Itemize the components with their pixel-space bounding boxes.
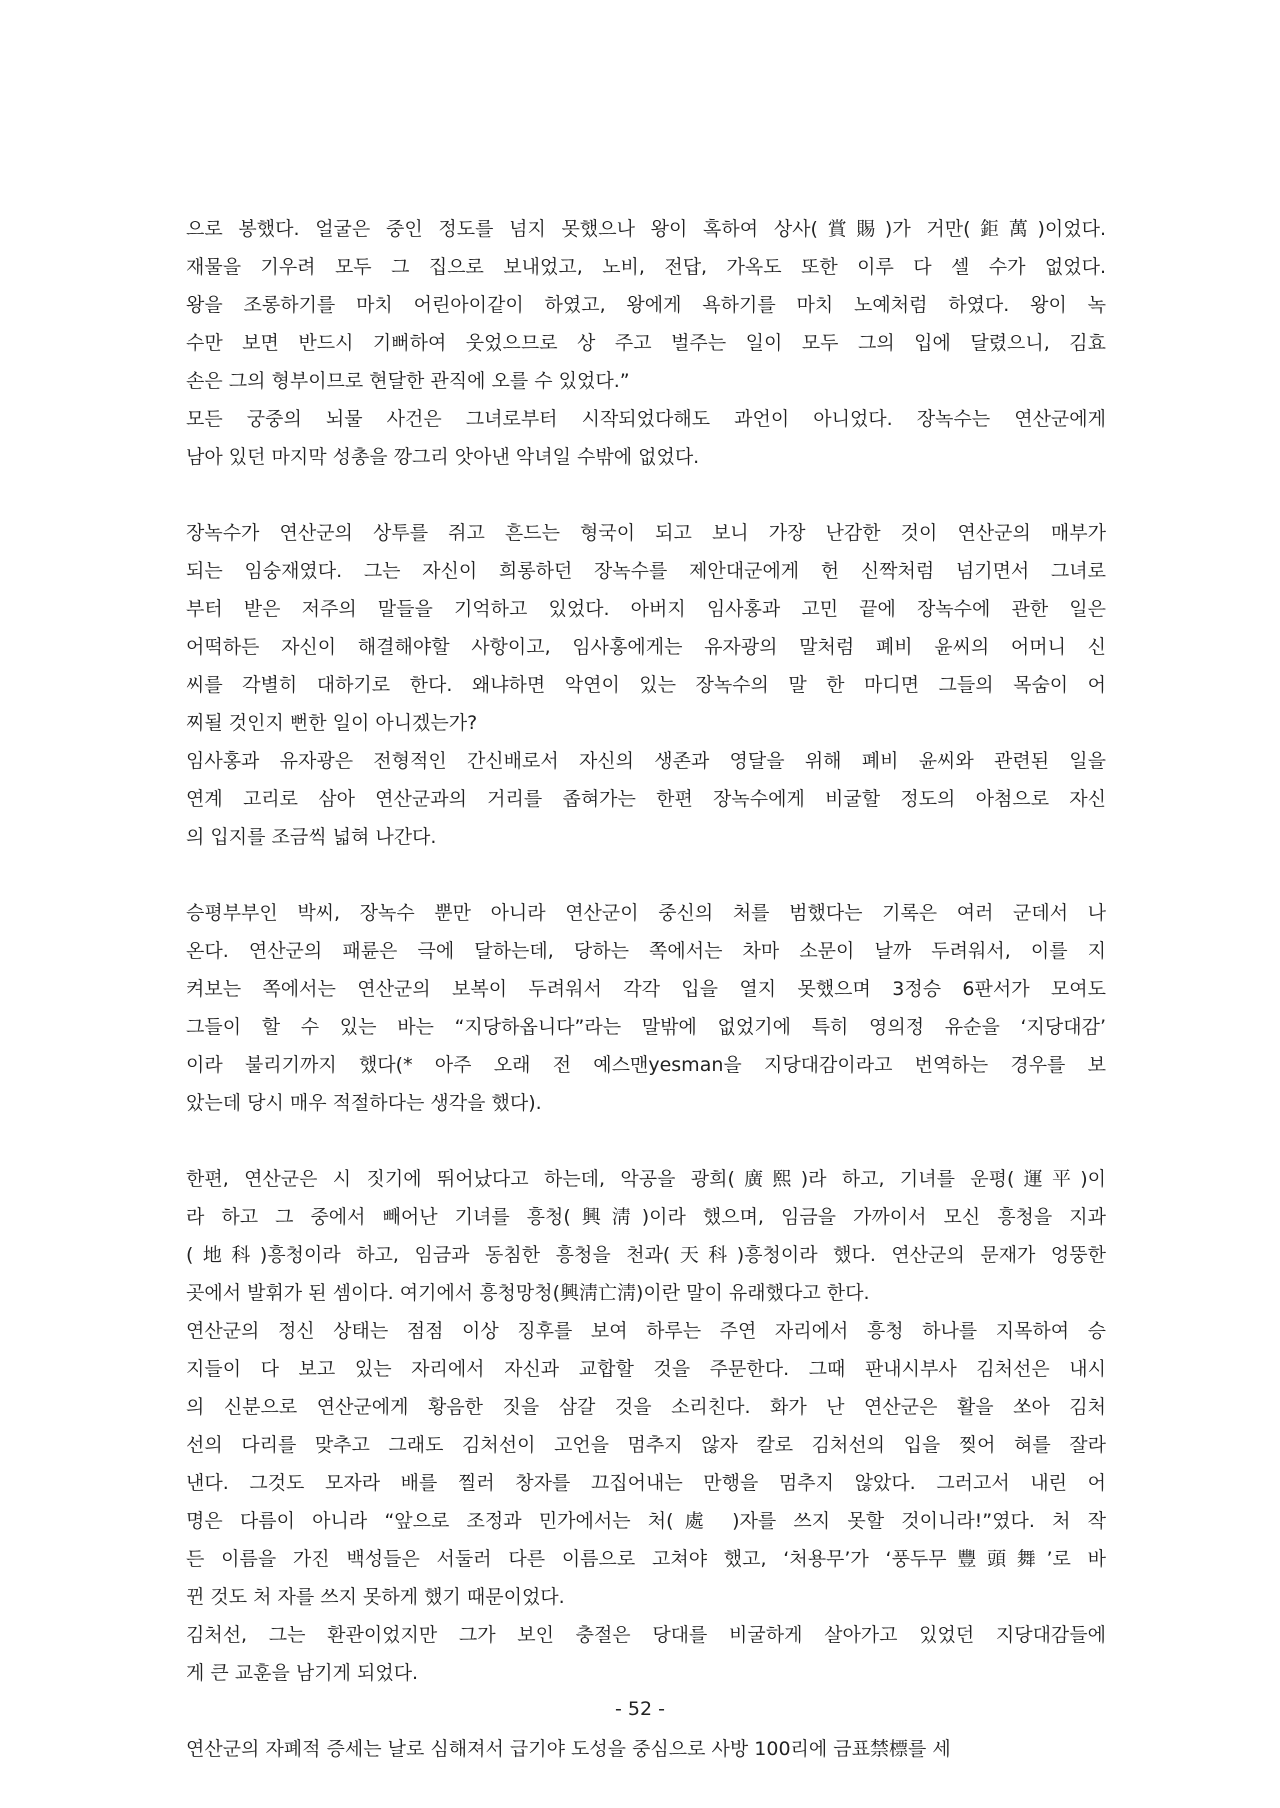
text-line: 연계 고리로 삼아 연산군과의 거리를 좁혀가는 한편 장녹수에게 비굴할 정도의 아첨으로 자신	[186, 788, 1106, 810]
paragraph	[186, 1616, 1106, 1692]
text-line: 연산군의 정신 상태는 점점 이상 징후를 보여 하루는 주연 자리에서 흥청 하나를 지목하여 승	[186, 1320, 1106, 1342]
text-line: 게 큰 교훈을 남기게 되었다.	[186, 1662, 419, 1684]
paragraph	[186, 1730, 1106, 1768]
text-line: 수만 보면 반드시 기뻐하여 웃었으므로 상 주고 벌주는 일이 모두 그의 입에 달렸으니, 김효	[186, 332, 1106, 354]
text-line: 이라 불리기까지 했다(* 아주 오래 전 예스맨yesman을 지당대감이라고 번역하는 경우를 보	[186, 1054, 1106, 1076]
text-line: 연산군의 자폐적 증세는 날로 심해져서 급기야 도성을 중심으로 사방 100리에 금표禁標를 세	[186, 1738, 951, 1760]
text-line: 찌될 것인지 뻔한 일이 아니겠는가?	[186, 712, 478, 734]
text-line: 모든 궁중의 뇌물 사건은 그녀로부터 시작되었다해도 과언이 아니었다. 장녹수는 연산군에게	[186, 408, 1106, 430]
text-line: 곳에서 발휘가 된 셈이다. 여기에서 흥청망청(興淸亡淸)이란 말이 유래했다고 한다.	[186, 1282, 870, 1304]
text-line: 어떡하든 자신이 해결해야할 사항이고, 임사홍에게는 유자광의 말처럼 폐비 윤씨의 어머니 신	[186, 636, 1106, 658]
text-line: 김처선, 그는 환관이었지만 그가 보인 충절은 당대를 비굴하게 살아가고 있었던 지당대감들에	[186, 1624, 1106, 1646]
text-line: 명은 다름이 아니라 “앞으로 조정과 민가에서는 처(處 )자를 쓰지 못할 것이니라!”였다. 처 작	[186, 1510, 1106, 1532]
paragraph	[186, 1160, 1106, 1312]
text-line: 장녹수가 연산군의 상투를 쥐고 흔드는 형국이 되고 보니 가장 난감한 것이 연산군의 매부가	[186, 522, 1106, 544]
text-line: 의 신분으로 연산군에게 황음한 짓을 삼갈 것을 소리친다. 화가 난 연산군은 활을 쏘아 김처	[186, 1396, 1106, 1418]
paragraph	[186, 1312, 1106, 1616]
body-text	[186, 210, 1106, 1768]
text-line: 부터 받은 저주의 말들을 기억하고 있었다. 아버지 임사홍과 고민 끝에 장녹수에 관한 일은	[186, 598, 1106, 620]
page-number: - 52 -	[615, 1698, 665, 1720]
text-line: 라 하고 그 중에서 빼어난 기녀를 흥청(興淸)이라 했으며, 임금을 가까이서 모신 흥청을 지과	[186, 1206, 1106, 1228]
text-line: 되는 임숭재였다. 그는 자신이 희롱하던 장녹수를 제안대군에게 헌 신짝처럼 넘기면서 그녀로	[186, 560, 1106, 582]
paragraph	[186, 514, 1106, 742]
text-line: 낸다. 그것도 모자라 배를 찔러 창자를 끄집어내는 만행을 멈추지 않았다. 그러고서 내린 어	[186, 1472, 1106, 1494]
text-line: (地科)흥청이라 하고, 임금과 동침한 흥청을 천과(天科)흥청이라 했다. 연산군의 문재가 엉뚱한	[186, 1244, 1106, 1266]
text-line: 남아 있던 마지막 성총을 깡그리 앗아낸 악녀일 수밖에 없었다.	[186, 446, 700, 468]
paragraph	[186, 210, 1106, 400]
paragraph	[186, 400, 1106, 476]
paragraph-gap	[186, 1122, 1106, 1160]
text-line: 았는데 당시 매우 적절하다는 생각을 했다).	[186, 1092, 542, 1114]
paragraph	[186, 742, 1106, 856]
paragraph	[186, 894, 1106, 1122]
text-line: 온다. 연산군의 패륜은 극에 달하는데, 당하는 쪽에서는 차마 소문이 날까 두려워서, 이를 지	[186, 940, 1106, 962]
text-line: 임사홍과 유자광은 전형적인 간신배로서 자신의 생존과 영달을 위해 폐비 윤씨와 관련된 일을	[186, 750, 1106, 772]
text-line: 의 입지를 조금씩 넓혀 나간다.	[186, 826, 437, 848]
text-line: 켜보는 쪽에서는 연산군의 보복이 두려워서 각각 입을 열지 못했으며 3정승 6판서가 모여도	[186, 978, 1106, 1000]
text-line: 한편, 연산군은 시 짓기에 뛰어났다고 하는데, 악공을 광희(廣熙)라 하고, 기녀를 운평(運平)이	[186, 1168, 1106, 1190]
paragraph-gap	[186, 856, 1106, 894]
paragraph-gap	[186, 476, 1106, 514]
text-line: 으로 봉했다. 얼굴은 중인 정도를 넘지 못했으나 왕이 혹하여 상사(賞賜)가 거만(鉅萬)이었다.	[186, 218, 1106, 240]
text-line: 재물을 기우려 모두 그 집으로 보내었고, 노비, 전답, 가옥도 또한 이루 다 셀 수가 없었다.	[186, 256, 1106, 278]
text-line: 승평부부인 박씨, 장녹수 뿐만 아니라 연산군이 중신의 처를 범했다는 기록은 여러 군데서 나	[186, 902, 1106, 924]
text-line: 손은 그의 형부이므로 현달한 관직에 오를 수 있었다.”	[186, 370, 630, 392]
text-line: 왕을 조롱하기를 마치 어린아이같이 하였고, 왕에게 욕하기를 마치 노예처럼 하였다. 왕이 녹	[186, 294, 1106, 316]
text-line: 씨를 각별히 대하기로 한다. 왜냐하면 악연이 있는 장녹수의 말 한 마디면 그들의 목숨이 어	[186, 674, 1106, 696]
text-line: 선의 다리를 맞추고 그래도 김처선이 고언을 멈추지 않자 칼로 김처선의 입을 찢어 혀를 잘라	[186, 1434, 1106, 1456]
text-line: 든 이름을 가진 백성들은 서둘러 다른 이름으로 고쳐야 했고, ‘처용무’가 ‘풍두무豐頭舞’로 바	[186, 1548, 1106, 1570]
text-line: 지들이 다 보고 있는 자리에서 자신과 교합할 것을 주문한다. 그때 판내시부사 김처선은 내시	[186, 1358, 1106, 1380]
text-line: 뀐 것도 처 자를 쓰지 못하게 했기 때문이었다.	[186, 1586, 565, 1608]
text-line: 그들이 할 수 있는 바는 “지당하옵니다”라는 말밖에 없었기에 특히 영의정 유순을 ‘지당대감’	[186, 1016, 1106, 1038]
